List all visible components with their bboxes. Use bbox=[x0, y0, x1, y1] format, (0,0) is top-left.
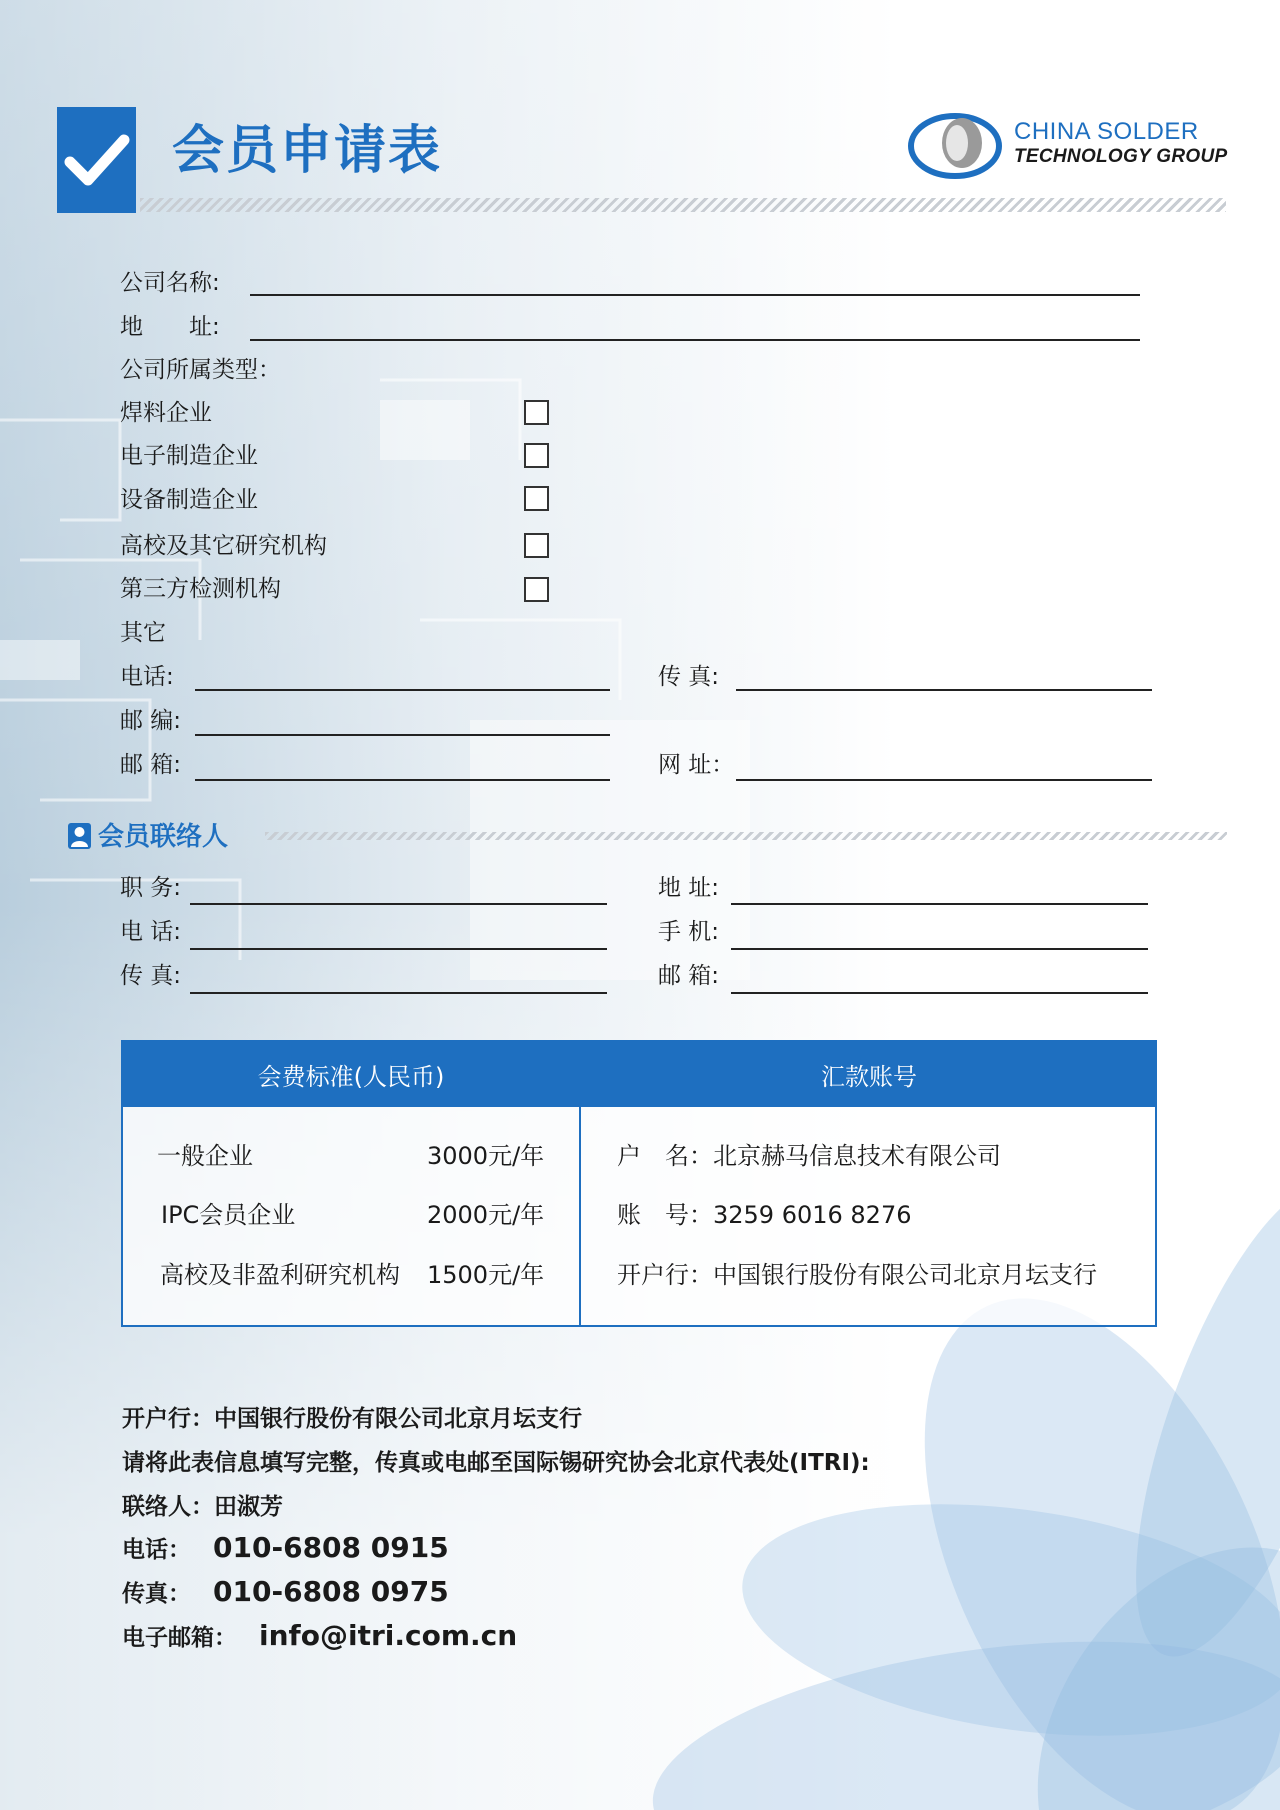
type-label-electronics: 电子制造企业 bbox=[120, 443, 258, 469]
footer-fax-label: 传真： bbox=[122, 1581, 191, 1607]
checkmark-icon bbox=[57, 107, 136, 213]
type-checkbox-research[interactable] bbox=[524, 533, 549, 558]
fee-row-name: 高校及非盈利研究机构 bbox=[160, 1261, 400, 1289]
type-checkbox-equipment[interactable] bbox=[524, 486, 549, 511]
type-label-equipment: 设备制造企业 bbox=[120, 487, 258, 513]
contact-address-label: 地 址: bbox=[658, 875, 720, 901]
website-label: 网 址： bbox=[658, 752, 735, 778]
footer-email-label: 电子邮箱： bbox=[122, 1625, 237, 1651]
account-number: 账 号：3259 6016 8276 bbox=[617, 1201, 912, 1229]
contact-position-field[interactable] bbox=[190, 903, 607, 905]
contact-email-label: 邮 箱: bbox=[658, 963, 720, 989]
contact-email-field[interactable] bbox=[731, 992, 1148, 994]
account-header: 汇款账号 bbox=[581, 1042, 1157, 1107]
fee-header: 会费标准(人民币) bbox=[123, 1042, 579, 1107]
account-name: 户 名：北京赫马信息技术有限公司 bbox=[617, 1142, 1001, 1170]
phone-label: 电话: bbox=[120, 664, 174, 690]
fax-field[interactable] bbox=[736, 689, 1152, 691]
email-field[interactable] bbox=[195, 779, 610, 781]
address-field[interactable] bbox=[250, 339, 1140, 341]
fee-table bbox=[121, 1040, 1157, 1327]
type-label-other: 其它 bbox=[120, 620, 166, 646]
footer-fax-row bbox=[122, 1574, 449, 1612]
type-label-research: 高校及其它研究机构 bbox=[120, 533, 327, 559]
footer-email[interactable]: info@itri.com.cn bbox=[259, 1619, 518, 1652]
contact-phone-field[interactable] bbox=[190, 948, 607, 950]
footer-email-row bbox=[122, 1618, 517, 1656]
section-divider bbox=[265, 832, 1227, 840]
zip-label: 邮 编: bbox=[120, 708, 182, 734]
address-label: 地 址: bbox=[120, 314, 220, 340]
contact-mobile-label: 手 机: bbox=[658, 919, 720, 945]
contact-fax-field[interactable] bbox=[190, 992, 607, 994]
phone-field[interactable] bbox=[195, 689, 610, 691]
type-checkbox-testing[interactable] bbox=[524, 577, 549, 602]
footer-fax: 010-6808 0975 bbox=[213, 1575, 449, 1608]
account-bank: 开户行：中国银行股份有限公司北京月坛支行 bbox=[617, 1261, 1097, 1289]
email-label: 邮 箱: bbox=[120, 752, 182, 778]
contact-mobile-field[interactable] bbox=[731, 948, 1148, 950]
page-title: 会员申请表 bbox=[172, 121, 443, 181]
footer-phone-row bbox=[122, 1530, 449, 1568]
header-divider bbox=[140, 198, 1226, 212]
fax-label: 传 真: bbox=[658, 664, 720, 690]
contact-position-label: 职 务: bbox=[120, 875, 182, 901]
company-type-label: 公司所属类型： bbox=[120, 357, 281, 383]
fee-row-name: 一般企业 bbox=[157, 1142, 253, 1170]
type-label-testing: 第三方检测机构 bbox=[120, 576, 281, 602]
type-checkbox-electronics[interactable] bbox=[524, 443, 549, 468]
person-icon bbox=[68, 823, 91, 849]
website-field[interactable] bbox=[736, 779, 1152, 781]
type-checkbox-solder[interactable] bbox=[524, 400, 549, 425]
contact-section-title: 会员联络人 bbox=[98, 822, 229, 852]
fee-row-price: 3000元/年 bbox=[427, 1142, 545, 1170]
contact-phone-label: 电 话: bbox=[120, 919, 182, 945]
logo-line1: CHINA SOLDER bbox=[1014, 118, 1199, 145]
footer-bank: 开户行：中国银行股份有限公司北京月坛支行 bbox=[122, 1406, 582, 1432]
fee-row-price: 2000元/年 bbox=[427, 1201, 545, 1229]
contact-fax-label: 传 真: bbox=[120, 963, 182, 989]
logo-line2: TECHNOLOGY GROUP bbox=[1014, 146, 1228, 167]
company-name-field[interactable] bbox=[250, 294, 1140, 296]
contact-address-field[interactable] bbox=[731, 903, 1148, 905]
footer-phone-label: 电话： bbox=[122, 1537, 191, 1563]
type-label-solder: 焊料企业 bbox=[120, 400, 212, 426]
fee-row-price: 1500元/年 bbox=[427, 1261, 545, 1289]
footer-phone: 010-6808 0915 bbox=[213, 1531, 449, 1564]
table-divider bbox=[579, 1042, 581, 1325]
fee-row-name: IPC会员企业 bbox=[161, 1201, 296, 1229]
company-name-label: 公司名称: bbox=[120, 270, 220, 296]
footer-instruction: 请将此表信息填写完整，传真或电邮至国际锡研究协会北京代表处(ITRI): bbox=[122, 1450, 870, 1476]
zip-field[interactable] bbox=[195, 734, 610, 736]
footer-contact: 联络人：田淑芳 bbox=[122, 1494, 283, 1520]
